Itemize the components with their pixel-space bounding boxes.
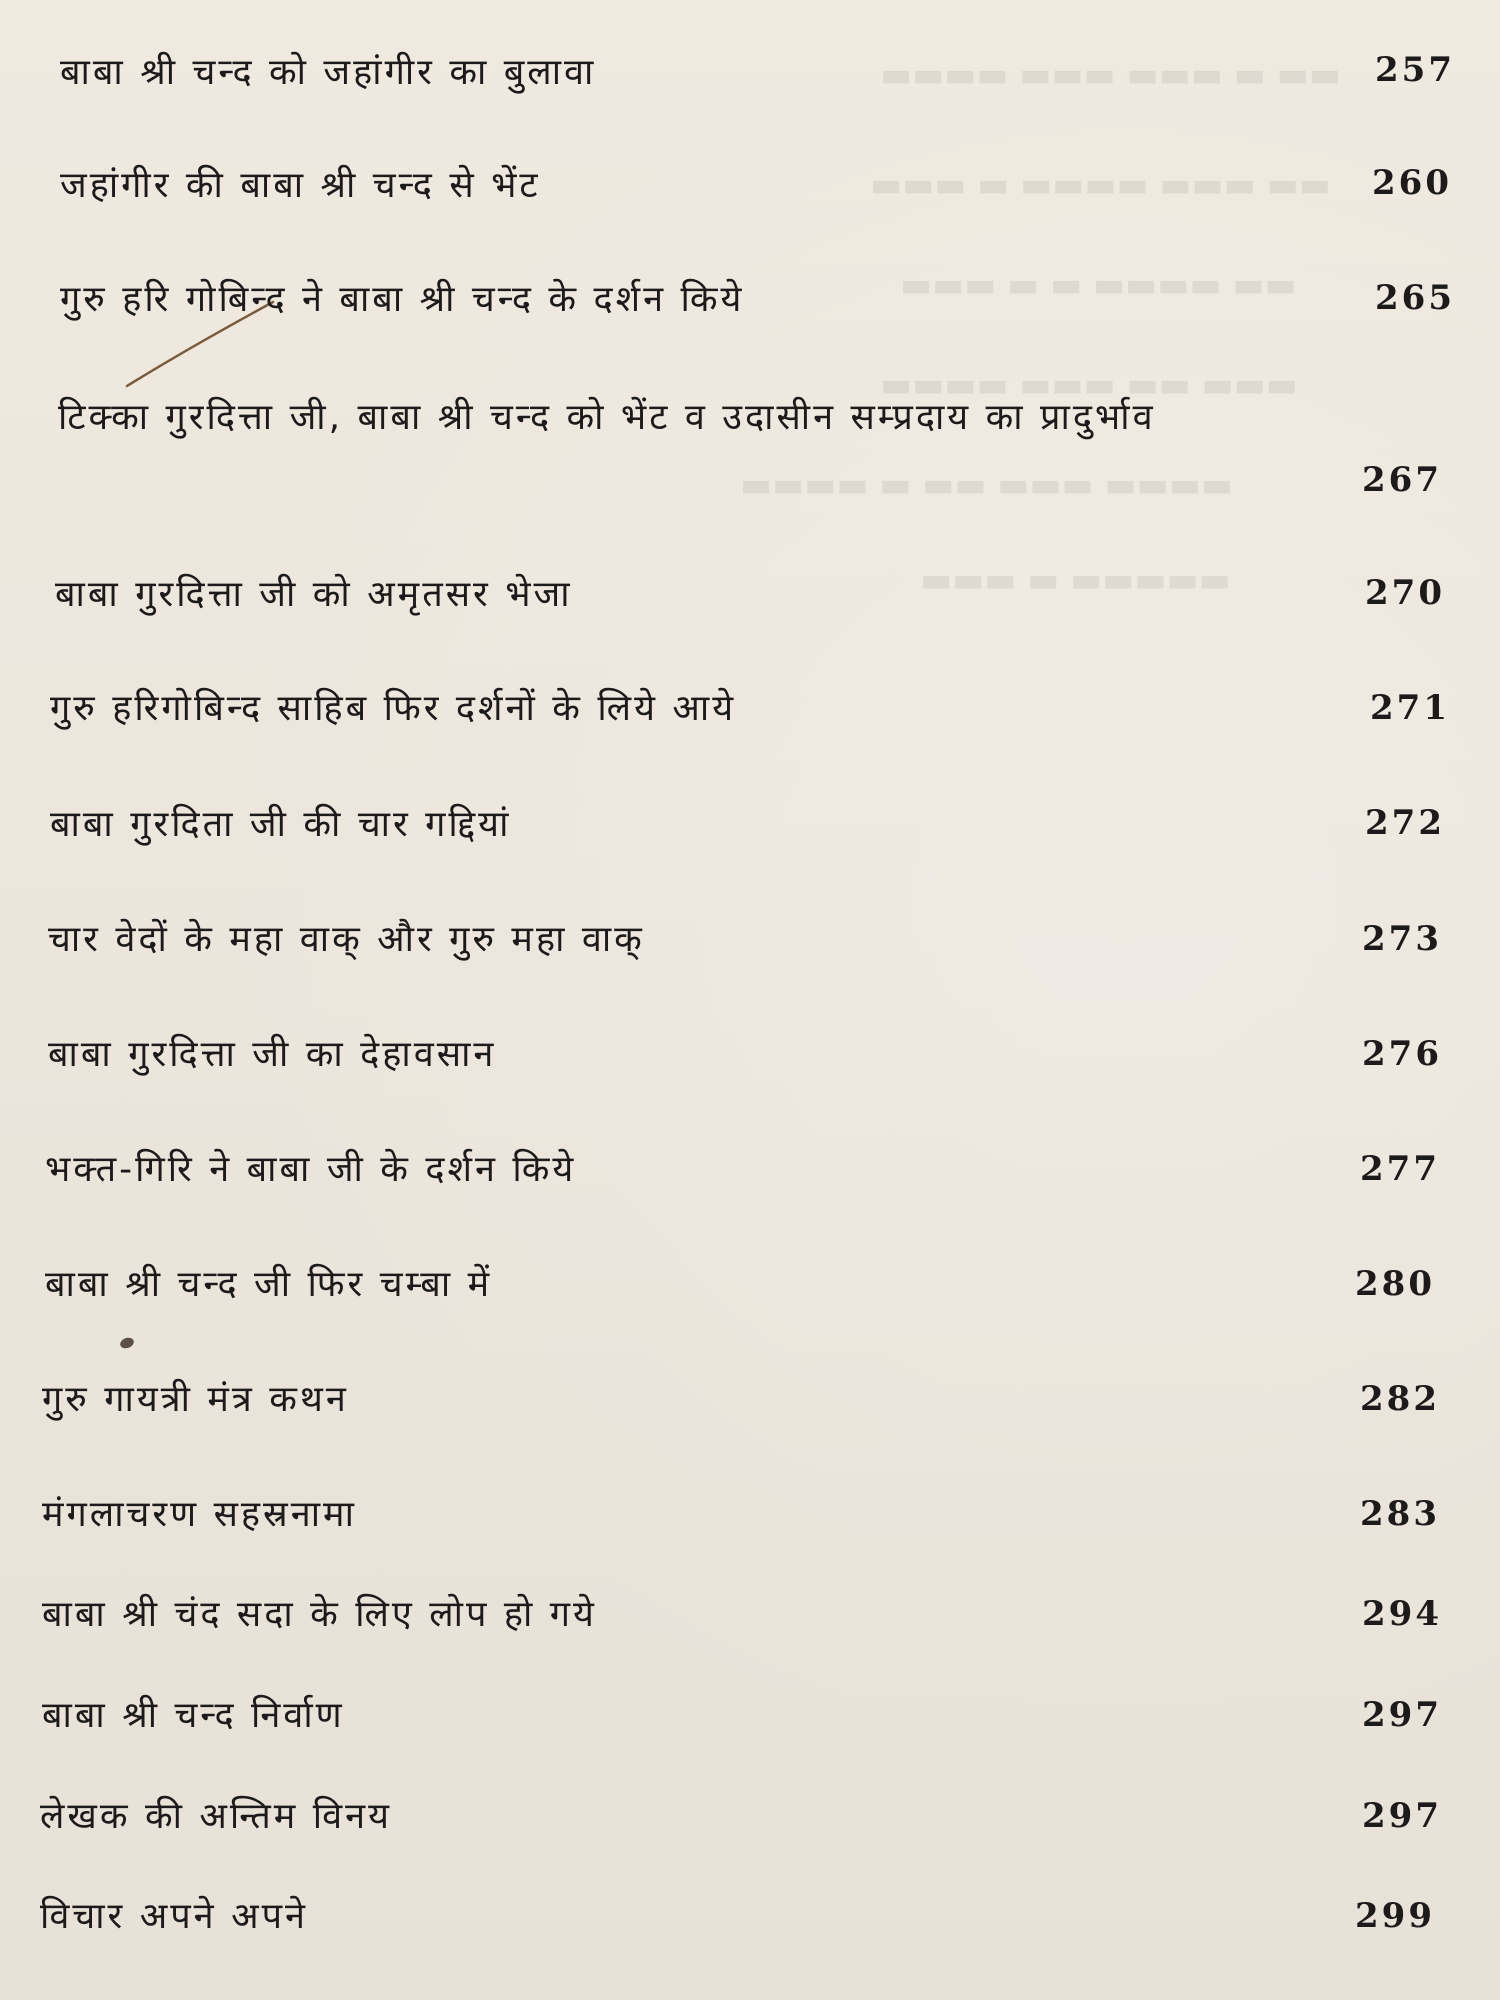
toc-entry-title: बाबा श्री चन्द जी फिर चम्बा में — [45, 1264, 493, 1305]
toc-entry-page-number: 272 — [1365, 803, 1445, 843]
toc-entry-page-number: 257 — [1375, 50, 1455, 90]
toc-entry-title: लेखक की अन्तिम विनय — [40, 1796, 392, 1837]
toc-entry-title: बाबा गुरदित्ता जी को अमृतसर भेजा — [55, 574, 573, 615]
toc-entry-page-number: 267 — [1362, 460, 1442, 500]
toc-entry-page-number: 276 — [1362, 1034, 1442, 1074]
toc-entry-title: बाबा श्री चन्द को जहांगीर का बुलावा — [60, 52, 597, 93]
toc-entry-page-number: 260 — [1372, 163, 1452, 203]
toc-entry-title: जहांगीर की बाबा श्री चन्द से भेंट — [60, 165, 541, 206]
show-through-shadow: ▬▬▬▬ ▬ ▬▬ ▬▬▬ ▬▬▬▬ — [740, 465, 1233, 505]
toc-entry-page-number: 297 — [1362, 1695, 1442, 1735]
show-through-shadow: ▬▬▬ ▬ ▬▬▬▬▬ — [920, 560, 1231, 600]
toc-entry-page-number: 299 — [1355, 1896, 1435, 1936]
toc-entry-page-number: 277 — [1360, 1149, 1440, 1189]
toc-entry-page-number: 294 — [1362, 1594, 1442, 1634]
toc-entry-page-number: 273 — [1362, 919, 1442, 959]
toc-entry-page-number: 270 — [1365, 573, 1445, 613]
toc-entry-page-number: 280 — [1355, 1264, 1435, 1304]
toc-entry-title: बाबा गुरदित्ता जी का देहावसान — [48, 1034, 497, 1075]
toc-entry-title: गुरु हरि गोबिन्द ने बाबा श्री चन्द के दर्शन किये — [60, 279, 745, 320]
toc-entry-title: भक्त-गिरि ने बाबा जी के दर्शन किये — [45, 1149, 577, 1190]
toc-entry-title: बाबा श्री चन्द निर्वाण — [42, 1695, 345, 1736]
show-through-shadow: ▬▬▬ ▬ ▬ ▬▬▬▬ ▬▬ — [900, 265, 1297, 305]
show-through-shadow: ▬▬▬▬ ▬▬▬ ▬▬ ▬▬▬ — [880, 365, 1298, 405]
toc-entry-title: गुरु गायत्री मंत्र कथन — [42, 1379, 349, 1420]
toc-entry-page-number: 297 — [1362, 1796, 1442, 1836]
toc-entry-title: विचार अपने अपने — [40, 1896, 308, 1937]
ink-speck — [119, 1336, 136, 1350]
toc-entry-title: मंगलाचरण सहस्रनामा — [42, 1494, 357, 1535]
toc-entry-page-number: 283 — [1360, 1494, 1440, 1534]
toc-entry-title: बाबा श्री चंद सदा के लिए लोप हो गये — [42, 1594, 597, 1635]
toc-entry-page-number: 265 — [1375, 278, 1455, 318]
show-through-shadow: ▬▬▬ ▬ ▬▬▬▬ ▬▬▬ ▬▬ — [870, 165, 1331, 205]
show-through-shadow: ▬▬▬▬ ▬▬▬ ▬▬▬ ▬ ▬▬ — [880, 55, 1341, 95]
toc-entry-page-number: 282 — [1360, 1379, 1440, 1419]
toc-entry-title: गुरु हरिगोबिन्द साहिब फिर दर्शनों के लिये आये — [50, 688, 737, 729]
toc-entry-title: बाबा गुरदिता जी की चार गद्दियां — [50, 804, 512, 845]
toc-entry-title: चार वेदों के महा वाक् और गुरु महा वाक् — [48, 919, 645, 960]
toc-entry-title: टिक्का गुरदित्ता जी, बाबा श्री चन्द को भेंट व उदासीन सम्प्रदाय का प्रादुर्भाव — [58, 397, 1156, 438]
toc-entry-page-number: 271 — [1370, 688, 1450, 728]
